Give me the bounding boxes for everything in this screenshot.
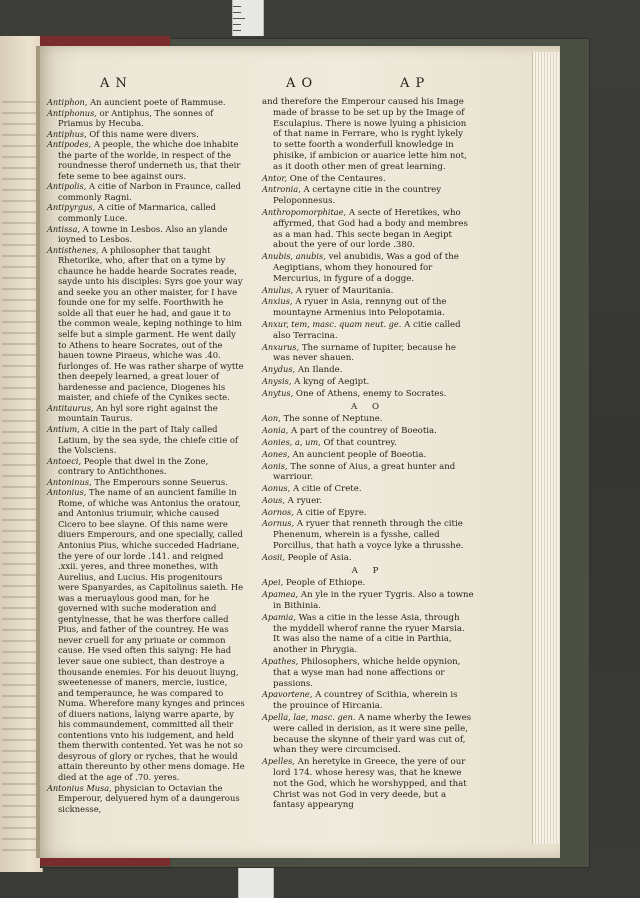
- entry-definition: One of the Centaures.: [289, 173, 386, 184]
- dictionary-entry: [262, 413, 474, 425]
- entry-definition: Philosophers, whiche helde opynion, that a wyse man had none affections or passions.: [273, 657, 461, 689]
- entry-definition: A ryuer in Asia, rennyng out of the mountayne Armenius into Pelopotamia.: [273, 297, 447, 319]
- dictionary-entry: [47, 424, 245, 456]
- entry-definition: The name of an auncient familie in Rome, of whiche was Antonius the oratour, and Antonius triumuir, whiche caused Cicero to bee slayne. Of this name were diuers Emperours, and one specially, called Antonius Pius, whiche succeded Hadriane, the yere of our lorde .141. and reigned .xxii. yeres, and three monethes, with Aurelius, and Lucius. His progenitours were Spanyardes, as Capitolinus saieth. He was a meruaylous good man, for he governed with suche moderation and gentylnesse, that he was therfore called Pius, and father of the countrey. He was never cruell for any priuate or common cause. He vsed often this saiyng: He had lever saue one subiect, than destroye a thousande enemies. For his deuout liuyng, sweetenesse of maners, mercie, iustice, and temperaunce, he was compared to Numa. Wherefore many kynges and princes of diuers nations, laiyng warre aparte, by his commaundement, committed all their contentions vnto his iudgement, and held them therwith contented. Yet was he not so desyrous of glory or ryches, that he would attain thereunto by other mens domage. He died at the age of .70. yeres.: [58, 487, 245, 782]
- dictionary-entry: [262, 507, 474, 519]
- entry-headword: Antisthenes,: [47, 244, 99, 255]
- running-head-center: A O: [286, 76, 314, 91]
- entry-headword: Antiphus,: [47, 128, 87, 139]
- dictionary-entry: [47, 108, 245, 129]
- dictionary-entry: [47, 139, 245, 181]
- entry-definition: A citie of Marmarica, called commonly Luce.: [58, 202, 216, 224]
- entry-headword: Anysis,: [262, 375, 292, 386]
- entry-definition: An yle in the ryuer Tygris. Also a towne in Bithinia.: [273, 590, 474, 612]
- entry-headword: Aonia,: [262, 425, 289, 436]
- entry-headword: Apella, lae, masc. gen.: [262, 712, 356, 723]
- dictionary-entry: [262, 449, 474, 461]
- dictionary-entry: [262, 173, 474, 185]
- entry-headword: Aornos,: [262, 506, 294, 517]
- entry-headword: Aonies, a, um,: [262, 436, 321, 447]
- dictionary-entry: [47, 129, 245, 140]
- left-column: [47, 97, 245, 814]
- entry-definition: People that dwel in the Zone, contrary to Antichthones.: [58, 455, 209, 477]
- entry-headword: Antium,: [47, 423, 80, 434]
- running-head-right: A P: [400, 76, 426, 91]
- dictionary-entry: [47, 403, 245, 424]
- entry-headword: Apavortene,: [262, 689, 313, 700]
- entry-headword: Antitaurus,: [47, 402, 94, 413]
- dictionary-entry: [262, 364, 474, 376]
- dictionary-entry: [262, 207, 474, 251]
- entry-headword: Antoninus,: [47, 476, 92, 487]
- entry-definition: A ryuer that renneth through the citie Phenenum, wherein is a fysshe, called Porcillus, that hath a voyce lyke a thrusshe.: [273, 519, 464, 552]
- section-letter-heading: A O: [351, 401, 385, 412]
- dictionary-entry: [262, 97, 474, 173]
- entry-definition: An hyl sore right against the mountain Taurus.: [58, 402, 218, 424]
- entry-headword: Aon,: [262, 413, 281, 424]
- entry-definition: The Emperours sonne Seuerus.: [94, 476, 228, 487]
- dictionary-entry: [47, 224, 245, 245]
- entry-headword: Anxius,: [262, 296, 293, 307]
- dictionary-entry: [262, 296, 474, 319]
- gutter-shadow: [36, 46, 40, 858]
- entry-definition: A philosopher that taught Rhetorike, who, after that on a tyme by chaunce he hadde hearde Socrates reade, sayde unto his disciples: Syrs goe your way and seeke you an other maister, for I have founde one for my selfe. Foorthwith he solde all that euer he had, and gaue it to the common weale, keping nothinge to him selfe but a simple garment. He went daily to Athens to heare Socrates, out of the hauen towne Piraeus, whiche was .40. furlonges of. He was rather sharpe of wytte then deepely learned, a great louer of hardenesse and pacience, Diogenes his maister, and chiefe of the Cynikes secte.: [58, 244, 244, 403]
- dictionary-entry: [262, 589, 474, 612]
- entry-definition: Of that countrey.: [323, 437, 397, 448]
- dictionary-entry: [262, 518, 474, 551]
- entry-definition: A people, the whiche doe inhabite the parte of the worlde, in respect of the roundnesse therof underneth us, that their fete seme to bee against ours.: [58, 139, 241, 181]
- dictionary-entry: [262, 483, 474, 495]
- entry-headword: Aonus,: [262, 483, 291, 494]
- entry-headword: Apamea,: [262, 589, 299, 600]
- entry-definition: vel anubidis, Was a god of the Aegiptians, whom they honoured for Mercurius, in fygure of a dogge.: [273, 252, 459, 284]
- entry-headword: Anydus,: [262, 364, 296, 375]
- entry-headword: Antronia,: [262, 184, 301, 195]
- entry-headword: Antissa,: [47, 223, 80, 234]
- entry-headword: Anubis, anubis,: [262, 251, 326, 262]
- dictionary-entry: [47, 783, 245, 815]
- entry-definition: and therefore the Emperour caused his Image made of brasse to be set up by the Image of Esculapius. There is nowe lyuing a phisicion of that name in Ferrare, who is ryght lykely to sette foorth a wonderfull knowledge in phisike, if ambicion or auarice lette him not, as it dooth other men of great learning.: [262, 97, 467, 172]
- entry-headword: Antiphon,: [47, 97, 88, 107]
- entry-definition: The sonne of Neptune.: [283, 414, 383, 425]
- entry-headword: Antoeci,: [47, 455, 82, 466]
- dictionary-entry: [262, 656, 474, 689]
- dictionary-entry: [262, 712, 474, 756]
- entry-definition: physician to Octavian the Emperour, delyuered hym of a daungerous sicknesse,: [58, 782, 240, 814]
- section-letter-heading: A P: [351, 565, 385, 576]
- entry-headword: Anxur, tem, masc. quam neut. ge.: [262, 318, 402, 329]
- red-ribbon-top: [40, 36, 170, 46]
- running-head-left: A N: [100, 76, 128, 91]
- entry-headword: Antor,: [262, 172, 288, 183]
- entry-definition: A citie of Narbon in Fraunce, called commonly Ragni.: [58, 181, 241, 202]
- dictionary-entry: [262, 388, 474, 400]
- entry-headword: Antonius,: [47, 487, 87, 498]
- entry-definition: A ryuer of Mauritania.: [295, 285, 394, 296]
- entry-headword: Aous,: [262, 494, 285, 505]
- dictionary-entry: [47, 181, 245, 202]
- dictionary-entry: [262, 437, 474, 449]
- dictionary-entry: [262, 285, 474, 297]
- dictionary-entry: [262, 342, 474, 365]
- dictionary-entry: [262, 319, 474, 342]
- dictionary-entry: [47, 456, 245, 477]
- entry-definition: The surname of Iupiter, because he was never shauen.: [273, 342, 456, 364]
- entry-definition: One of Athens, enemy to Socrates.: [295, 388, 447, 399]
- entry-headword: Anthropomorphitae,: [262, 206, 347, 217]
- dictionary-entry: [262, 552, 474, 564]
- dictionary-entry: [262, 689, 474, 712]
- entry-definition: A towne in Lesbos. Also an ylande ioyned to Lesbos.: [58, 223, 228, 245]
- page-edges: [532, 52, 559, 844]
- dictionary-entry: [262, 425, 474, 437]
- entry-definition: or Antiphus, The sonnes of Priamus by Hecuba.: [58, 107, 214, 129]
- entry-definition: An auncient poete of Rammuse.: [90, 97, 226, 107]
- entry-headword: Apei,: [262, 577, 284, 588]
- entry-definition: Of this name were divers.: [89, 128, 199, 139]
- entry-definition: People of Asia.: [287, 552, 352, 563]
- entry-definition: Was a citie in the lesse Asia, through the myddell wherof ranne the ryuer Marsia. It was also the name of a citie in Parthia, another in Phrygia.: [273, 612, 465, 656]
- entry-headword: Apelles,: [262, 756, 295, 767]
- entry-definition: A ryuer.: [287, 495, 323, 506]
- entry-headword: Antipodes,: [47, 139, 92, 150]
- dictionary-entry: [262, 376, 474, 388]
- entry-definition: A countrey of Scithia, wherein is the prouince of Hircania.: [273, 690, 458, 712]
- dictionary-entry: [262, 612, 474, 656]
- entry-definition: A kyng of Aegipt.: [294, 376, 370, 387]
- entry-definition: An Ilande.: [297, 365, 343, 376]
- dictionary-entry: [262, 577, 474, 589]
- entry-headword: Aosii,: [262, 551, 285, 562]
- entry-definition: An heretyke in Greece, the yere of our lord 174. whose heresy was, that he knewe not the God, which he worshypped, and that Christ was not God in very deede, but a fantasy appearyng: [273, 757, 467, 811]
- entry-headword: Aonis,: [262, 460, 288, 471]
- bleed-text: [2, 96, 38, 856]
- entry-definition: A citie in the part of Italy called Latium, by the sea syde, the chiefe citie of the Volsciens.: [58, 423, 238, 456]
- entry-headword: Antipyrgus,: [47, 202, 96, 213]
- entry-headword: Anytus,: [262, 387, 294, 398]
- entry-definition: An auncient people of Boeotia.: [292, 449, 427, 460]
- dictionary-entry: [262, 251, 474, 284]
- entry-headword: Apathes,: [262, 656, 299, 667]
- entry-headword: Aones,: [262, 448, 290, 459]
- entry-definition: A name wherby the Iewes were called in derision, as it were sine pelle, because the skynne of their yard was cut of, whan they were circumcised.: [273, 713, 472, 756]
- dictionary-entry: [47, 477, 245, 488]
- entry-headword: Anulus,: [262, 284, 294, 295]
- entry-definition: A citie called also Terracina.: [273, 319, 461, 341]
- entry-headword: Apamia,: [262, 611, 296, 622]
- entry-headword: Aornus,: [262, 518, 295, 529]
- ruler-top: [232, 0, 264, 36]
- entry-definition: A citie of Epyre.: [296, 507, 367, 518]
- dictionary-entry: [262, 461, 474, 484]
- entry-definition: The sonne of Aius, a great hunter and warriour.: [273, 461, 456, 483]
- dictionary-entry: [262, 184, 474, 207]
- entry-headword: Antonius Musa,: [47, 782, 112, 793]
- dictionary-entry: [47, 245, 245, 403]
- entry-headword: Anxurus,: [262, 341, 300, 352]
- entry-definition: A certayne citie in the countrey Peloponnesus.: [273, 185, 442, 207]
- entry-definition: A secte of Heretikes, who affyrmed, that God had a body and membres as a man had. This secte began in Aegipt about the yere of our lorde .380.: [273, 207, 468, 251]
- entry-headword: Antiphonus,: [47, 107, 97, 118]
- dictionary-entry: [47, 487, 245, 782]
- entry-definition: A citie of Crete.: [292, 484, 362, 495]
- dictionary-entry: [47, 202, 245, 223]
- dictionary-entry: [262, 495, 474, 507]
- right-column: [262, 97, 474, 811]
- entry-headword: Antipolis,: [47, 181, 87, 192]
- entry-definition: A part of the countrey of Boeotia.: [290, 426, 437, 437]
- dictionary-entry: [47, 97, 245, 108]
- dictionary-entry: [262, 756, 474, 811]
- entry-definition: People of Ethiope.: [285, 578, 366, 589]
